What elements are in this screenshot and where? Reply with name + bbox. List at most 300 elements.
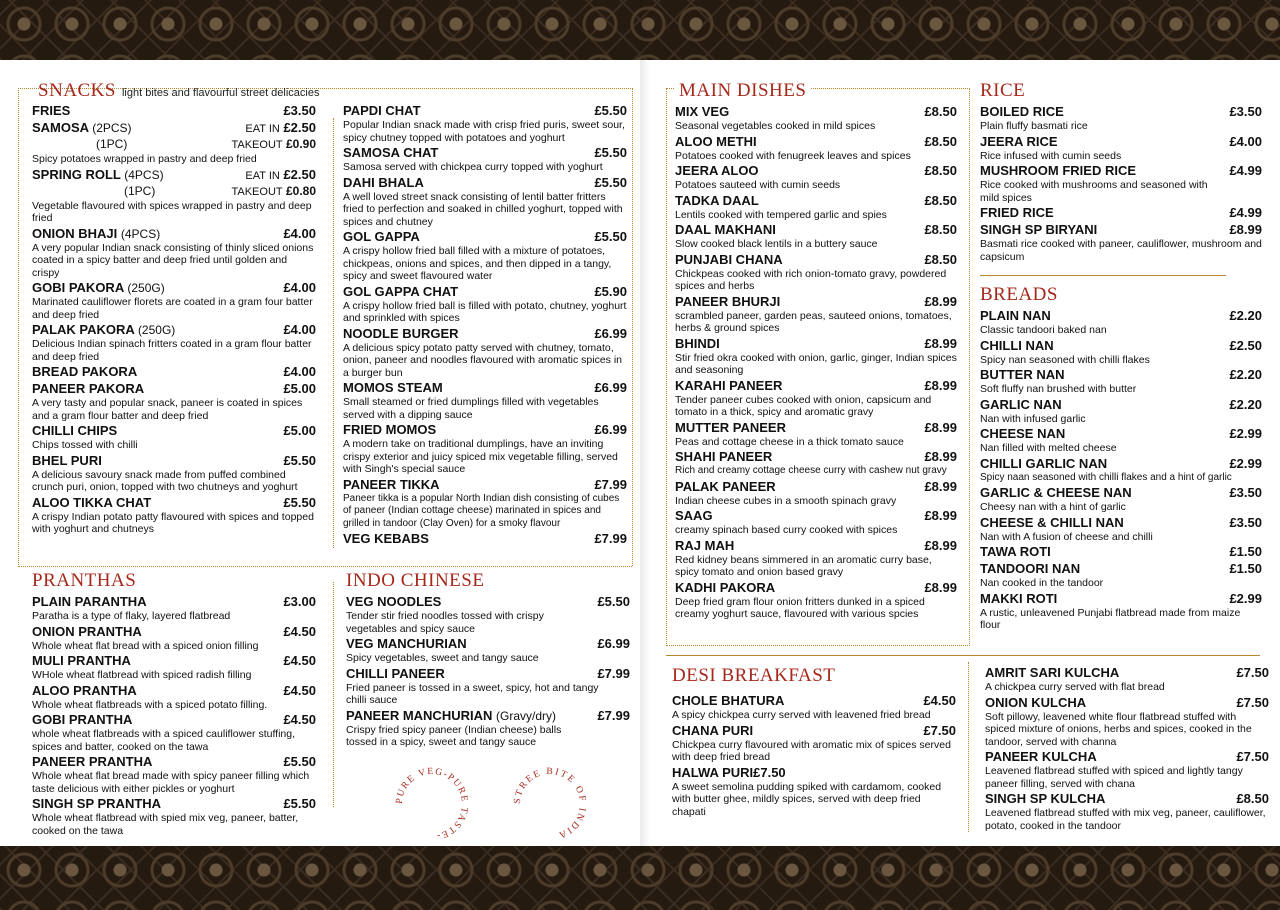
item-price: £4.00 — [283, 280, 316, 295]
menu-item — [675, 538, 957, 579]
menu-item — [32, 364, 316, 380]
item-description: Peas and cottage cheese in a thick tomato sauce — [675, 435, 904, 448]
item-name: CHILLI NAN — [980, 337, 1054, 353]
item-description: Popular Indian snack made with crisp fried puris, sweet sour, spicy chutney topped with potatoes and yoghurt — [343, 119, 625, 144]
price-label: EAT IN — [245, 169, 280, 182]
item-price: £2.99 — [1229, 590, 1262, 606]
item-qty: (250G) — [137, 323, 176, 337]
item-description: Leavened flatbread stuffed with mix veg, paneer, cauliflower, potato, cooked in the tandoor — [985, 807, 1266, 832]
item-description: Seasonal vegetables cooked in mild spices — [675, 120, 876, 132]
item-price: £8.99 — [924, 478, 957, 494]
item-description: A sweet semolina pudding spiked with cardamom, cooked with butter ghee, mildly spices, served with deep fried chapati — [672, 780, 942, 818]
breakfast-divider — [666, 655, 1260, 656]
item-price: £7.99 — [597, 665, 630, 681]
item-name: ONION PRANTHA — [32, 623, 142, 639]
item-name: HALWA PURI£7.50 — [672, 764, 786, 780]
item-name: JEERA ALOO — [675, 163, 759, 178]
item-price: £5.00 — [283, 423, 316, 438]
item-name: CHEESE & CHILLI NAN — [980, 514, 1124, 530]
item-name: CHILLI CHIPS — [32, 423, 118, 438]
page-fold — [640, 0, 650, 910]
item-name: PALAK PANEER — [675, 478, 776, 494]
item-description: Potatoes cooked with fenugreek leaves and spices — [675, 149, 911, 162]
item-description: Chickpea curry flavoured with aromatic mix of spices served with deep fried bread — [672, 738, 951, 763]
item-price: £5.50 — [594, 229, 627, 244]
item-name: PANEER PAKORA — [32, 381, 145, 396]
menu-item — [32, 226, 316, 280]
menu-item — [32, 624, 316, 653]
menu-item — [980, 367, 1262, 396]
menu-item — [980, 338, 1262, 367]
menu-item — [32, 423, 316, 452]
item-name: MAKKI ROTI — [980, 590, 1058, 606]
menu-item — [343, 380, 627, 421]
main-dishes-section — [675, 80, 957, 622]
item-name: VEG NOODLES — [346, 594, 442, 609]
item-price: £3.50 — [1229, 514, 1262, 530]
menu-item — [672, 723, 956, 764]
item-description: Rice infused with cumin seeds — [980, 149, 1122, 162]
item-description: Whole wheat flatbread with spied mix veg, paneer, batter, cooked on the tawa — [32, 812, 299, 837]
menu-item — [32, 683, 316, 712]
menu-item — [343, 145, 627, 174]
menu-item — [32, 103, 316, 119]
item-description: Lentils cooked with tempered garlic and spies — [675, 208, 887, 221]
item-description: Soft fluffy nan brushed with butter — [980, 383, 1137, 395]
item-price: £6.99 — [594, 422, 627, 437]
item-name: VEG MANCHURIAN — [346, 636, 467, 651]
item-description: Nan with A fusion of cheese and chilli — [980, 530, 1153, 543]
item-price: £6.99 — [597, 636, 630, 651]
menu-item — [675, 378, 957, 419]
snacks-column-1 — [32, 103, 316, 537]
menu-item — [985, 749, 1269, 790]
item-price: £4.00 — [1229, 133, 1262, 149]
menu-item — [980, 205, 1262, 221]
item-price: £8.50 — [1236, 791, 1269, 806]
stamp-text: PURE VEG-PURE TASTE- — [394, 766, 470, 841]
item-name: SHAHI PANEER — [675, 449, 773, 464]
menu-item — [32, 754, 316, 795]
item-price: £2.99 — [1229, 455, 1262, 471]
item-price: £7.99 — [594, 531, 627, 546]
pure-veg-stamp — [392, 764, 472, 844]
pranthas-section — [32, 570, 316, 838]
price-label: TAKEOUT — [231, 185, 283, 198]
item-qty: (2PCS) — [92, 121, 132, 135]
item-description: Deep fried gram flour onion fritters dunked in a spiced creamy yoghurt sauce, flavoured with various spcies — [675, 595, 925, 620]
item-description: Paratha is a type of flaky, layered flatbread — [32, 610, 231, 622]
item-name: PANEER KULCHA — [985, 749, 1097, 764]
menu-item — [343, 103, 627, 144]
item-description: Whole wheat flat bread with a spiced onion filling — [32, 639, 259, 652]
item-name: MULI PRANTHA — [32, 653, 131, 668]
item-price: £8.50 — [924, 133, 957, 149]
menu-item — [343, 326, 627, 380]
item-description: Fried paneer is tossed in a sweet, spicy, hot and tangy chilli sauce — [346, 681, 599, 706]
item-name: GOBI PRANTHA — [32, 712, 133, 727]
breads-title: BREADS — [980, 284, 1058, 305]
item-description: A very tasty and popular snack, paneer is coated in spices and a gram flour batter and deep fried — [32, 397, 303, 422]
item-name: CHANA PURI — [672, 722, 754, 738]
street-bite-stamp — [510, 764, 590, 844]
item-name: SINGH SP KULCHA — [985, 791, 1106, 806]
item-name: CHEESE NAN — [980, 426, 1066, 441]
menu-item — [343, 284, 627, 325]
item-name: BHINDI — [675, 335, 720, 351]
item-name: TANDOORI NAN — [980, 561, 1081, 576]
indo-chinese-section — [346, 570, 630, 750]
item-name: GARLIC & CHEESE NAN — [980, 485, 1132, 500]
item-description: Rice cooked with mushrooms and seasoned with mild spices — [980, 179, 1208, 204]
item-name: ALOO METHI — [675, 133, 757, 149]
item-price: £5.50 — [594, 145, 627, 160]
rice-title: RICE — [980, 80, 1026, 101]
item-price: £7.50 — [1236, 749, 1269, 764]
column-divider — [333, 118, 334, 548]
item-qty: (4PCS) — [124, 167, 164, 182]
item-price: £2.20 — [1229, 396, 1262, 412]
item-name: MUTTER PANEER — [675, 419, 786, 435]
item-price: £5.50 — [597, 594, 630, 609]
item-price: £2.20 — [1229, 308, 1262, 323]
item-description: Spicy vegetables, sweet and tangy sauce — [346, 652, 539, 664]
item-name: PANEER PRANTHA — [32, 754, 153, 769]
item-description: Whole wheat flatbreads with a spiced potato filling. — [32, 698, 268, 711]
menu-item — [32, 120, 316, 166]
menu-item — [32, 495, 316, 536]
menu-item — [675, 252, 957, 293]
item-price: £4.50 — [283, 682, 316, 698]
item-description: Chickpeas cooked with rich onion-tomato gravy, powdered spices and herbs — [675, 267, 947, 292]
item-price: £0.90 — [285, 137, 316, 151]
item-name: CHILLI PANEER — [346, 665, 445, 681]
snacks-title: SNACKS — [38, 80, 116, 101]
item-name: RAJ MAH — [675, 537, 735, 553]
item-name: SPRING ROLL — [32, 166, 121, 182]
menu-item — [32, 280, 316, 321]
menu-item — [675, 163, 957, 192]
menu-item — [32, 653, 316, 682]
menu-item — [32, 381, 316, 422]
item-description: Delicious Indian spinach fritters coated in a gram flour batter and deep fried — [32, 338, 312, 363]
menu-item — [675, 449, 957, 478]
item-price: £2.50 — [283, 166, 316, 182]
item-description: Slow cooked black lentils in a buttery sauce — [675, 238, 878, 250]
snacks-box-bottom — [18, 566, 632, 568]
column-divider — [333, 582, 334, 807]
item-name: CHILLI GARLIC NAN — [980, 455, 1108, 471]
item-description: A crispy hollow fried ball filled with a mixture of potatoes, chickpeas, onions and spices, and then dipped in a tangy, spicy and sweet flavoured water — [343, 245, 612, 282]
item-price: £5.00 — [283, 381, 316, 396]
item-description: A crispy hollow fried ball is filled with potato, chutney, yoghurt and sprinkled with spices — [343, 299, 627, 324]
item-price: £0.80 — [285, 183, 316, 198]
item-name: PLAIN NAN — [980, 308, 1051, 323]
snacks-box-right — [632, 88, 633, 566]
item-description: Stir fried okra cooked with onion, garlic, ginger, Indian spices and seasoning — [675, 351, 957, 376]
menu-item — [32, 712, 316, 753]
item-price: £3.50 — [1229, 104, 1262, 119]
desi-breakfast-section — [672, 665, 956, 819]
item-description: Tender stir fried noodles tossed with crispy vegetables and spicy sauce — [346, 610, 544, 635]
item-price: £5.50 — [283, 452, 316, 468]
item-description: WHole wheat flatbread with spiced radish filling — [32, 669, 252, 681]
item-name: BOILED RICE — [980, 104, 1064, 119]
item-description: Spicy naan seasoned with chilli flakes and a hint of garlic — [980, 471, 1232, 483]
item-description: Crispy fried spicy paneer (Indian cheese) balls tossed in a spicy, sweet and tangy sauce — [346, 723, 562, 748]
item-name: GOL GAPPA — [343, 229, 420, 244]
item-name: KADHI PAKORA — [675, 579, 776, 595]
menu-item — [980, 561, 1262, 590]
item-name: KARAHI PANEER — [675, 377, 783, 393]
menu-item — [985, 695, 1269, 749]
menu-item — [675, 294, 957, 335]
menu-item — [980, 591, 1262, 632]
menu-item — [980, 544, 1262, 560]
menu-item — [32, 453, 316, 494]
item-price: £4.00 — [283, 322, 316, 337]
item-description: Spicy nan seasoned with chilli flakes — [980, 353, 1150, 366]
item-price: £7.99 — [597, 707, 630, 723]
menu-item — [346, 594, 630, 635]
item-qty: (250G) — [127, 281, 165, 295]
item-name: CHOLE BHATURA — [672, 693, 785, 708]
item-description: Classic tandoori baked nan — [980, 324, 1107, 336]
menu-item — [675, 222, 957, 251]
item-price: £4.00 — [283, 364, 316, 379]
item-price: £3.50 — [283, 103, 316, 118]
breakfast-column-divider — [968, 662, 969, 832]
menu-item — [675, 580, 957, 621]
item-price: £7.50 — [923, 722, 956, 738]
menu-item — [343, 531, 627, 547]
item-description: Nan cooked in the tandoor — [980, 577, 1104, 589]
menu-item — [343, 229, 627, 283]
item-price: £1.50 — [1229, 544, 1262, 559]
item-price: £4.99 — [1229, 205, 1262, 220]
item-price: £5.50 — [283, 494, 316, 510]
menu-item — [343, 422, 627, 476]
item-name: PANEER TIKKA — [343, 476, 440, 492]
item-description: Indian cheese cubes in a smooth spinach gravy — [675, 494, 897, 507]
menu-item — [980, 308, 1262, 337]
price-label: EAT IN — [245, 123, 280, 135]
item-price: £8.50 — [924, 163, 957, 178]
menu-item — [675, 479, 957, 508]
snacks-column-2 — [343, 103, 627, 548]
item-description: A spicy chickpea curry served with leavened fried bread — [672, 709, 931, 721]
item-name: JEERA RICE — [980, 133, 1058, 149]
item-description: Red kidney beans simmered in an aromatic curry base, spicy tomato and onion based gravy — [675, 553, 932, 578]
item-name: GOL GAPPA CHAT — [343, 283, 459, 299]
menu-item — [32, 594, 316, 623]
item-name: TAWA ROTI — [980, 544, 1051, 559]
item-price: £4.50 — [923, 693, 956, 708]
item-description: A rustic, unleavened Punjabi flatbread made from maize flour — [980, 606, 1241, 631]
rice-section — [980, 80, 1262, 264]
item-description: scrambled paneer, garden peas, sauteed onions, tomatoes, herbs & ground spices — [675, 309, 952, 334]
item-price: £1.50 — [1229, 561, 1262, 576]
item-name: NOODLE BURGER — [343, 325, 459, 341]
snacks-subtitle: light bites and flavourful street delicacies — [121, 87, 320, 99]
stamp-text: STREE BITE OF INDIA — [512, 766, 588, 841]
item-price: £8.99 — [924, 537, 957, 553]
item-name: BREAD PAKORA — [32, 364, 138, 379]
item-name: AMRIT SARI KULCHA — [985, 665, 1120, 680]
item-price: £6.99 — [594, 325, 627, 341]
item-name: MOMOS STEAM — [343, 380, 443, 395]
desi-breakfast-title: DESI BREAKFAST — [672, 665, 836, 686]
item-price: £4.50 — [283, 653, 316, 668]
item-price: £6.99 — [594, 380, 627, 395]
item-price: £8.99 — [924, 377, 957, 393]
snacks-header — [38, 80, 319, 102]
menu-item — [980, 485, 1262, 514]
item-name: PUNJABI CHANA — [675, 251, 783, 267]
item-description: Chips tossed with chilli — [32, 439, 138, 451]
item-name: SAAG — [675, 508, 713, 523]
pranthas-title: PRANTHAS — [32, 570, 137, 591]
item-name: PANEER MANCHURIAN — [346, 707, 493, 723]
item-price: £7.50 — [1236, 665, 1269, 680]
item-description: Soft pillowy, leavened white flour flatbread stuffed with spiced mixture of onions, herbs and spices, cooked in the tandoor, served with channa — [985, 710, 1252, 748]
item-description: Paneer tikka is a popular North Indian dish consisting of cubes of paneer (Indian cottage cheese) marinated in spices and grilled in tandoor (Clay Oven) for a smoky flavour — [343, 492, 620, 529]
item-name: FRIES — [32, 103, 71, 118]
item-name: SAMOSA — [32, 120, 89, 135]
item-price: £5.50 — [594, 103, 627, 118]
item-qty: (1PC) — [96, 137, 128, 151]
item-price: £5.90 — [594, 283, 627, 299]
item-price: £8.50 — [924, 251, 957, 267]
item-price: £2.99 — [1229, 426, 1262, 441]
item-name: DAHI BHALA — [343, 174, 424, 190]
item-description: Tender paneer cubes cooked with onion, capsicum and tomato in a thick, spicy and aromatic gravy — [675, 393, 932, 418]
item-description: Spicy potatoes wrapped in pastry and deep fried — [32, 153, 257, 165]
item-name: FRIED MOMOS — [343, 422, 437, 437]
item-description: Plain fluffy basmati rice — [980, 120, 1088, 132]
desi-breakfast-column-2 — [985, 665, 1269, 833]
item-price: £8.99 — [924, 508, 957, 523]
item-price: £4.00 — [283, 225, 316, 241]
item-description: Vegetable flavoured with spices wrapped in pastry and deep fried — [32, 199, 312, 224]
item-name: ONION BHAJI — [32, 225, 118, 241]
item-name: PAPDI CHAT — [343, 103, 421, 118]
item-price: £8.50 — [924, 104, 957, 119]
item-name: ALOO PRANTHA — [32, 682, 137, 698]
item-name: VEG KEBABS — [343, 531, 429, 546]
item-price: £8.99 — [924, 293, 957, 309]
menu-item — [985, 791, 1269, 832]
item-price: £3.50 — [1229, 485, 1262, 500]
item-price: £5.50 — [283, 796, 316, 811]
item-description: A well loved street snack consisting of lentil batter fritters fried to perfection and soaked in chilled yoghurt, topped with spices and chutney — [343, 190, 623, 228]
item-description: A crispy Indian potato patty flavoured with spices and topped with yoghurt and chutneys — [32, 510, 314, 535]
item-price: £8.99 — [1229, 222, 1262, 237]
item-name: FRIED RICE — [980, 205, 1054, 220]
item-description: whole wheat flatbreads with a spiced cauliflower stuffing, spices and batter, cooked on the tawa — [32, 728, 296, 753]
item-description: Small steamed or fried dumplings filled with vegetables served with a dipping sauce — [343, 396, 599, 421]
item-price: £8.50 — [924, 192, 957, 208]
item-description: Marinated cauliflower florets are coated in a gram four batter and deep fried — [32, 296, 313, 321]
item-price: £5.50 — [283, 754, 316, 769]
menu-item — [672, 693, 956, 722]
menu-item — [980, 222, 1262, 263]
main-dishes-title: MAIN DISHES — [675, 80, 810, 102]
menu-item — [980, 515, 1262, 544]
menu-item — [343, 175, 627, 229]
item-name: SINGH SP PRANTHA — [32, 796, 162, 811]
item-description: Nan filled with melted cheese — [980, 442, 1117, 454]
item-qty: (1PC) — [124, 183, 156, 198]
item-name: ALOO TIKKA CHAT — [32, 494, 152, 510]
menu-item — [675, 336, 957, 377]
item-name: MIX VEG — [675, 104, 730, 119]
item-name: PALAK PAKORA — [32, 322, 135, 337]
item-name: GOBI PAKORA — [32, 280, 124, 295]
item-name: ONION KULCHA — [985, 694, 1087, 710]
menu-item — [346, 636, 630, 665]
item-price: £2.20 — [1229, 367, 1262, 382]
item-price: £2.50 — [283, 120, 316, 135]
item-price: £8.99 — [924, 449, 957, 464]
price-label: TAKEOUT — [231, 139, 283, 151]
menu-item — [985, 665, 1269, 694]
item-description: A chickpea curry served with flat bread — [985, 681, 1165, 693]
item-price: £7.50 — [1236, 694, 1269, 710]
menu-item — [346, 708, 630, 749]
item-price: £8.50 — [924, 222, 957, 237]
item-name: MUSHROOM FRIED RICE — [980, 163, 1136, 178]
item-price: £2.50 — [1229, 337, 1262, 353]
menu-item — [980, 104, 1262, 133]
menu-item — [980, 397, 1262, 426]
item-name: PLAIN PARANTHA — [32, 594, 147, 609]
menu-item — [675, 104, 957, 133]
menu-item — [980, 426, 1262, 455]
item-name: BUTTER NAN — [980, 367, 1065, 382]
menu-item — [672, 765, 956, 819]
menu-item — [32, 322, 316, 363]
item-description: Rich and creamy cottage cheese curry with cashew nut gravy — [675, 465, 947, 476]
item-description: Whole wheat flat bread made with spicy paneer filling which taste delicious with either pickles or yoghurt — [32, 770, 310, 795]
menu-item — [675, 134, 957, 163]
item-description: A delicious savoury snack made from puffed combined crunch puri, onion, topped with two chutneys and yoghurt — [32, 468, 298, 493]
item-price: £7.99 — [594, 476, 627, 492]
breads-section — [980, 284, 1262, 633]
indo-chinese-title: INDO CHINESE — [346, 570, 485, 591]
item-description: Leavened flatbread stuffed with spiced and lightly tangy paneer filling, served with chana — [985, 765, 1243, 790]
item-price: £3.00 — [283, 594, 316, 609]
item-description: A very popular Indian snack consisting of thinly sliced onions coated in a spicy batter and deep fried until golden and crispy — [32, 241, 314, 279]
item-price: £8.99 — [924, 335, 957, 351]
item-description: Basmati rice cooked with paneer, cauliflower, mushroom and capsicum — [980, 238, 1262, 263]
item-description: creamy spinach based curry cooked with spices — [675, 524, 898, 536]
menu-item — [343, 477, 627, 531]
item-name: SINGH SP BIRYANI — [980, 222, 1098, 237]
menu-item — [675, 193, 957, 222]
item-price: £8.99 — [924, 579, 957, 595]
item-price: £8.99 — [924, 419, 957, 435]
rice-divider — [980, 275, 1226, 276]
menu-item — [346, 666, 630, 707]
menu-item — [980, 163, 1262, 204]
item-name: PANEER BHURJI — [675, 293, 781, 309]
item-description: Nan with infused garlic — [980, 412, 1086, 425]
item-qty: (Gravy/dry) — [496, 708, 556, 723]
menu-item — [980, 134, 1262, 163]
item-description: Potatoes sauteed with cumin seeds — [675, 179, 841, 191]
item-description: A delicious spicy potato patty served with chutney, tomato, onion, paneer and noodles flavoured with aromatic spices in a burger bun — [343, 341, 623, 379]
